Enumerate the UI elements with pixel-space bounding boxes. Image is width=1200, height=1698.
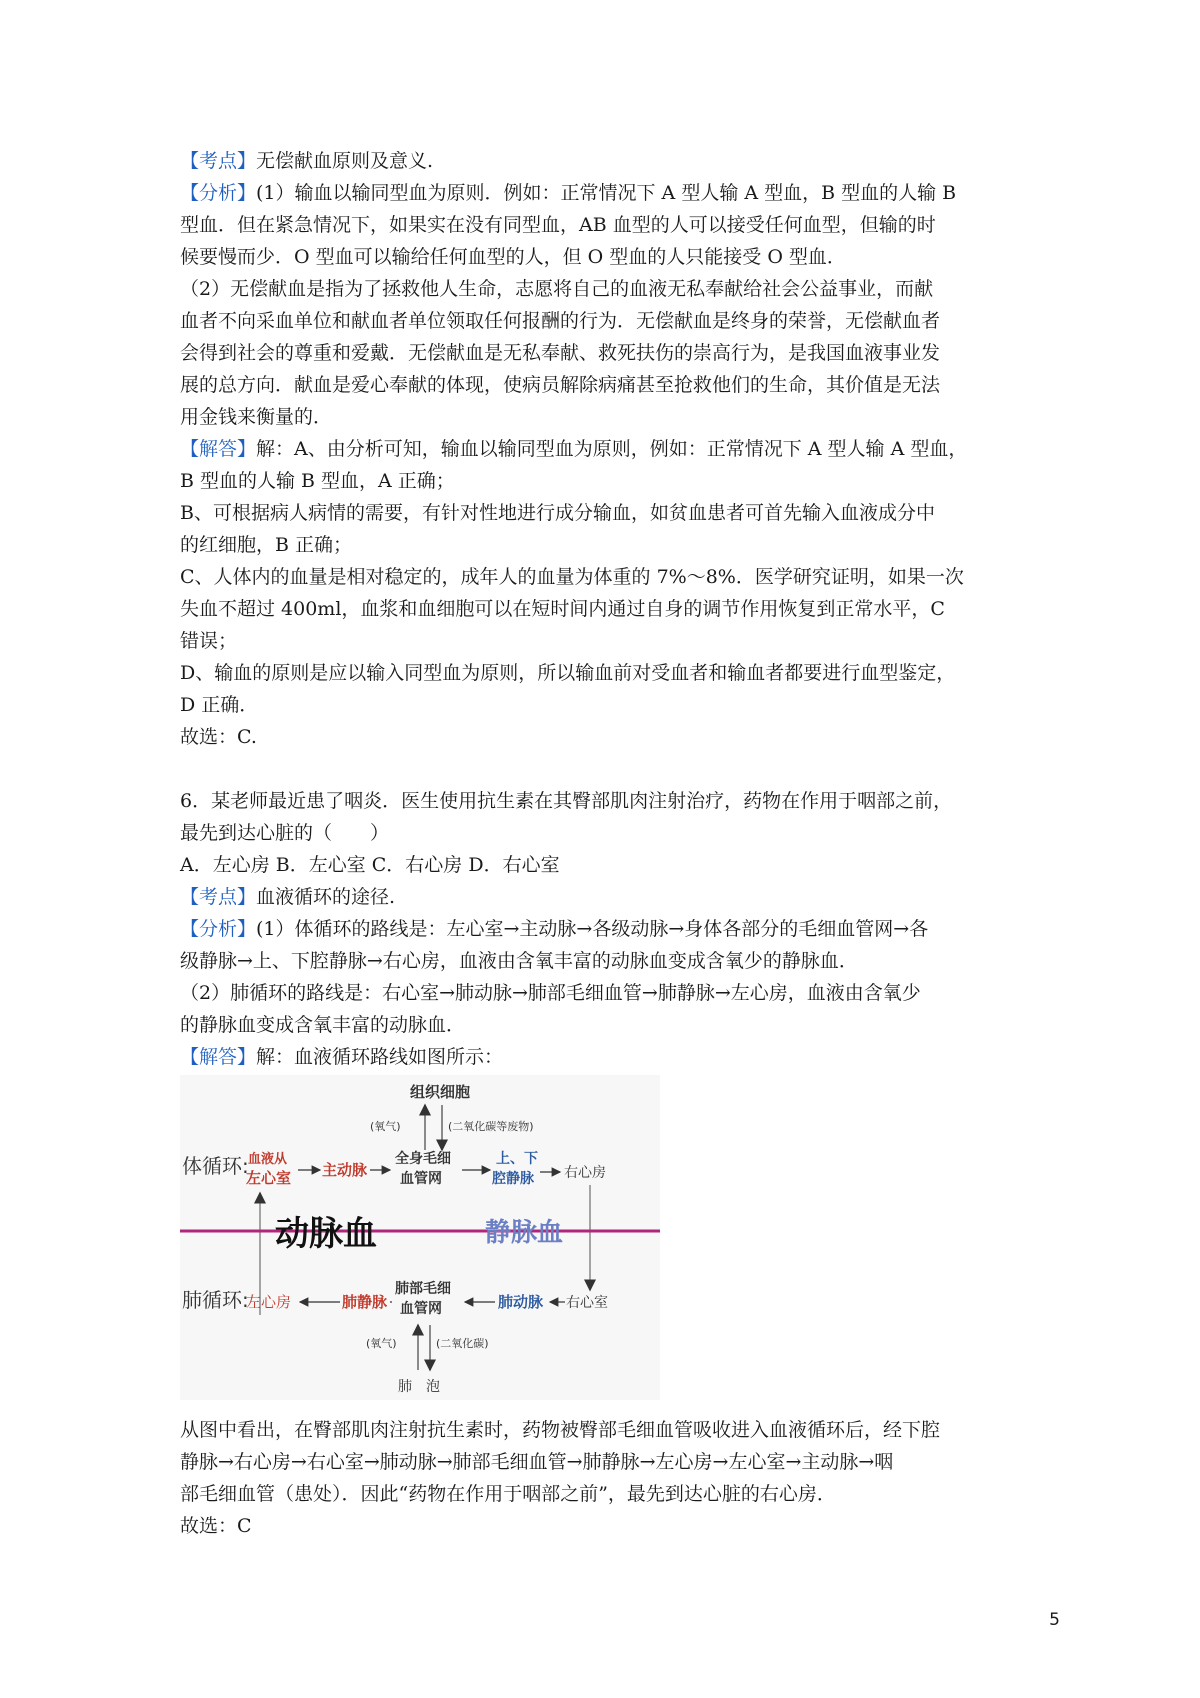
arterial-blood-label: 动脉血 <box>275 1214 377 1254</box>
fenxi-tag: 【分析】 <box>180 182 257 204</box>
q6-jieda-tag: 【解答】 <box>180 1046 257 1068</box>
q6-kaodian-line <box>180 881 1040 913</box>
co2-bottom-label: (二氧化碳) <box>436 1337 489 1350</box>
lung-capillary-label-2: 血管网 <box>400 1301 442 1317</box>
tissue-label: 组织细胞 <box>410 1083 471 1101</box>
alveoli-label: 肺 泡 <box>398 1379 440 1395</box>
q6-fenxi-tag: 【分析】 <box>180 918 257 940</box>
jieda-line <box>180 433 1040 465</box>
q6-answer-line: 故选：C <box>180 1515 252 1537</box>
pulmonary-artery-label: 肺动脉 <box>498 1293 544 1311</box>
right-ventricle-label: 右心室 <box>566 1295 608 1311</box>
body-capillary-label-2: 血管网 <box>400 1171 442 1187</box>
jieda-line-8: D、输血的原则是应以输入同型血为原则，所以输血前对受血者和输血者都要进行血型鉴定， <box>180 662 956 684</box>
kaodian-tag: 【考点】 <box>180 150 257 172</box>
jieda-line-7: 错误； <box>180 630 238 652</box>
kaodian-line <box>180 145 1040 177</box>
q6-fenxi-line <box>180 913 1040 945</box>
jieda-tag: 【解答】 <box>180 438 257 460</box>
page-number: 5 <box>1049 1610 1060 1630</box>
circulation-diagram-svg <box>180 1075 660 1400</box>
fenxi-line-3: 候要慢而少．O 型血可以输给任何血型的人，但 O 型血的人只能接受 O 型血． <box>180 246 846 268</box>
fenxi-line-8: 用金钱来衡量的． <box>180 406 333 428</box>
lung-capillary-label: 肺部毛细 <box>395 1281 451 1297</box>
oxygen-bottom-label: (氧气) <box>366 1337 397 1350</box>
jieda-line-6: 失血不超过 400ml，血浆和血细胞可以在短时间内通过自身的调节作用恢复到正常水平，C <box>180 598 945 620</box>
after-diagram-line-2: 静脉→右心房→右心室→肺动脉→肺部毛细血管→肺静脉→左心房→左心室→主动脉→咽 <box>180 1451 894 1473</box>
fenxi-text: (1）输血以输同型血为原则．例如：正常情况下 A 型人输 A 型血，B 型血的人输 B <box>256 182 957 204</box>
q6-fenxi-line-4: 的静脉血变成含氧丰富的动脉血． <box>180 1014 466 1036</box>
after-diagram-line: 从图中看出，在臀部肌肉注射抗生素时，药物被臀部毛细血管吸收进入血液循环后，经下腔 <box>180 1419 941 1441</box>
q6-jieda-text: 解：血液循环路线如图所示： <box>256 1046 504 1068</box>
jieda-line-4: 的红细胞，B 正确； <box>180 534 353 556</box>
fenxi-line <box>180 177 1040 209</box>
jieda-text: 解：A、由分析可知，输血以输同型血为原则，例如：正常情况下 A 型人输 A 型血， <box>256 438 968 460</box>
oxygen-top-label: (氧气) <box>370 1120 401 1133</box>
jieda-line-9: D 正确． <box>180 694 259 716</box>
q6-kaodian-text: 血液循环的途径. <box>256 886 396 908</box>
question-options: A．左心房 B．左心室 C．右心房 D．右心室 <box>180 854 560 876</box>
jieda-line-2: B 型血的人输 B 型血，A 正确； <box>180 470 455 492</box>
right-atrium-label: 右心房 <box>564 1165 606 1181</box>
fenxi-line-4: （2）无偿献血是指为了拯救他人生命，志愿将自己的血液无私奉献给社会公益事业，而献 <box>180 278 934 300</box>
fenxi-line-7: 展的总方向．献血是爱心奉献的体现，使病员解除病痛甚至抢救他们的生命，其价值是无法 <box>180 374 941 396</box>
vena-cava-label: 上、下 <box>496 1151 538 1167</box>
vena-cava-label-2: 腔静脉 <box>492 1171 534 1187</box>
venous-blood-label: 静脉血 <box>485 1218 564 1248</box>
body-capillary-label: 全身毛细 <box>395 1151 451 1167</box>
q6-jieda-line <box>180 1041 1040 1073</box>
jieda-line-3: B、可根据病人病情的需要，有针对性地进行成分输血，如贫血患者可首先输入血液成分中 <box>180 502 935 524</box>
q6-fenxi-line-2: 级静脉→上、下腔静脉→右心房，血液由含氧丰富的动脉血变成含氧少的静脉血． <box>180 950 858 972</box>
blood-from-label: 血液从 <box>248 1152 288 1167</box>
pulmonary-label: 肺循环: <box>182 1288 249 1312</box>
answer-line: 故选：C. <box>180 726 257 748</box>
co2-top-label: (二氧化碳等废物) <box>448 1120 534 1133</box>
aorta-label: 主动脉 <box>322 1161 368 1179</box>
question-stem-2: 最先到达心脏的（ ） <box>180 822 390 844</box>
kaodian-text: 无偿献血原则及意义. <box>256 150 434 172</box>
question-stem: 6．某老师最近患了咽炎．医生使用抗生素在其臀部肌肉注射治疗，药物在作用于咽部之前， <box>180 790 953 812</box>
q6-fenxi-text: (1）体循环的路线是：左心室→主动脉→各级动脉→身体各部分的毛细血管网→各 <box>256 918 929 940</box>
fenxi-line-5: 血者不向采血单位和献血者单位领取任何报酬的行为．无偿献血是终身的荣誉，无偿献血者 <box>180 310 941 332</box>
pulmonary-vein-label: 肺静脉 <box>342 1293 388 1311</box>
q6-kaodian-tag: 【考点】 <box>180 886 257 908</box>
left-ventricle-label: 左心室 <box>246 1169 292 1187</box>
left-atrium-label: 左心房 <box>246 1293 292 1311</box>
fenxi-line-6: 会得到社会的尊重和爱戴．无偿献血是无私奉献、救死扶伤的崇高行为，是我国血液事业发 <box>180 342 941 364</box>
q6-fenxi-line-3: （2）肺循环的路线是：右心室→肺动脉→肺部毛细血管→肺静脉→左心房，血液由含氧少 <box>180 982 921 1004</box>
after-diagram-line-3: 部毛细血管（患处）．因此“药物在作用于咽部之前”，最先到达心脏的右心房． <box>180 1483 836 1505</box>
circulation-diagram <box>180 1075 660 1400</box>
jieda-line-5: C、人体内的血量是相对稳定的，成年人的血量为体重的 7%～8%．医学研究证明，如果一次 <box>180 566 964 588</box>
systemic-label: 体循环: <box>182 1154 249 1178</box>
fenxi-line-2: 型血．但在紧急情况下，如果实在没有同型血，AB 血型的人可以接受任何血型，但输的时 <box>180 214 936 236</box>
